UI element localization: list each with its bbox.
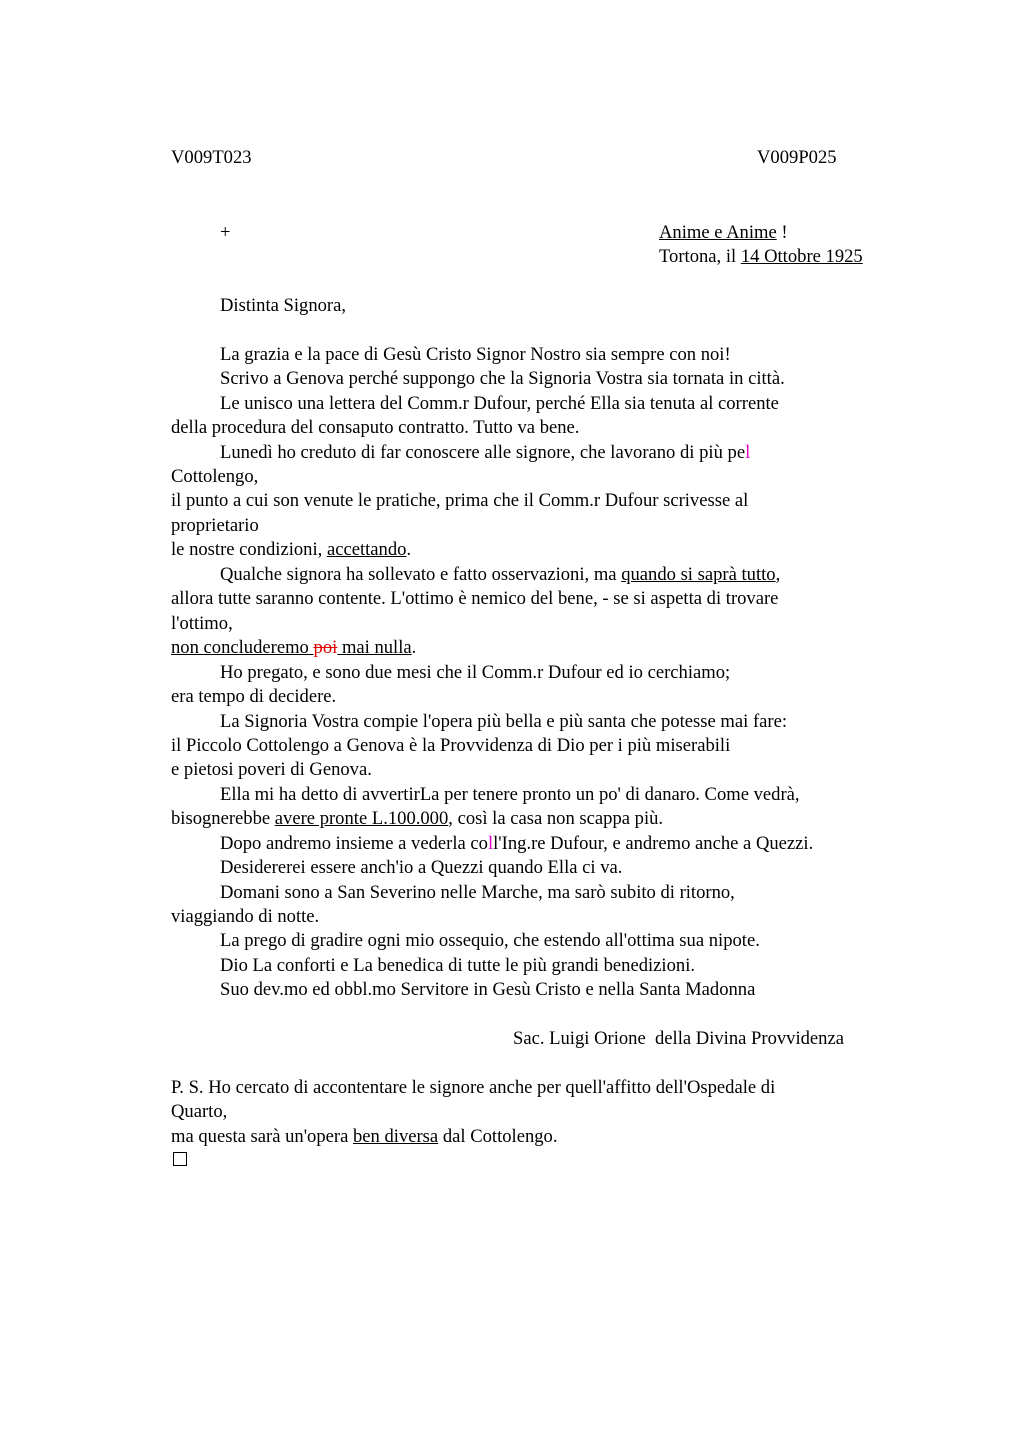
body-line	[220, 441, 750, 465]
salutation: Distinta Signora,	[220, 295, 347, 316]
motto	[659, 221, 788, 245]
place-prefix: Tortona, il	[659, 246, 741, 267]
body-line: Domani sono a San Severino nelle Marche, ma sarò subito di ritorno,	[220, 882, 735, 903]
motto-tail: !	[776, 222, 788, 243]
body-line: Suo dev.mo ed obbl.mo Servitore in Gesù Cristo e nella Santa Madonna	[220, 979, 756, 1000]
body-text: l'Ing.re Dufour, e andremo anche a Quezzi.	[493, 833, 814, 854]
body-line: e pietosi poveri di Genova.	[171, 759, 372, 780]
body-text: Qualche signora ha sollevato e fatto osservazioni, ma	[220, 564, 622, 585]
body-line: allora tutte saranno contente. L'ottimo è nemico del bene, - se si aspetta di trovare	[171, 588, 779, 609]
inserted-letter: l	[745, 442, 751, 463]
document-code-left: V009T023	[171, 147, 252, 168]
body-line: Dio La conforti e La benedica di tutte le più grandi benedizioni.	[220, 955, 696, 976]
body-text: dal Cottolengo.	[438, 1126, 558, 1147]
body-line: proprietario	[171, 515, 259, 536]
body-text: .	[411, 637, 417, 658]
body-line: viaggiando di notte.	[171, 906, 320, 927]
body-line	[220, 832, 813, 856]
postscript-line: P. S. Ho cercato di accontentare le signore anche per quell'affitto dell'Ospedale di	[171, 1077, 776, 1098]
underlined-text: mai nulla	[341, 637, 412, 658]
body-line: La prego di gradire ogni mio ossequio, che estendo all'ottima sua nipote.	[220, 930, 760, 951]
document-code-right: V009P025	[757, 147, 837, 168]
body-line: La grazia e la pace di Gesù Cristo Signor Nostro sia sempre con noi!	[220, 344, 731, 365]
body-line: Desidererei essere anch'io a Quezzi quando Ella ci va.	[220, 857, 623, 878]
postscript-line: Quarto,	[171, 1101, 228, 1122]
underlined-text: non concluderemo	[171, 637, 309, 658]
place-date	[659, 245, 863, 269]
body-line: Le unisco una lettera del Comm.r Dufour, perché Ella sia tenuta al corrente	[220, 393, 779, 414]
underlined-text: ben diversa	[352, 1126, 439, 1147]
body-text: le nostre condizioni,	[171, 539, 327, 560]
struck-word: poi	[313, 637, 338, 658]
body-line	[171, 807, 663, 831]
body-line: era tempo di decidere.	[171, 686, 337, 707]
body-line: il punto a cui son venute le pratiche, prima che il Comm.r Dufour scrivesse al	[171, 490, 749, 511]
cross-symbol: +	[220, 222, 231, 243]
postscript-line	[171, 1125, 558, 1149]
body-line: Cottolengo,	[171, 466, 259, 487]
underlined-text: accettando	[326, 539, 407, 560]
body-text: , così la casa non scappa più.	[448, 808, 664, 829]
inserted-letter: l	[487, 833, 494, 854]
date: 14 Ottobre 1925	[740, 246, 863, 267]
underlined-text: quando si saprà tutto	[621, 564, 776, 585]
body-line	[220, 563, 780, 587]
body-line: Ho pregato, e sono due mesi che il Comm.r Dufour ed io cerchiamo;	[220, 662, 731, 683]
body-line: l'ottimo,	[171, 613, 233, 634]
end-box-icon	[173, 1152, 187, 1166]
signature: Sac. Luigi Orione della Divina Provvidenza	[513, 1028, 844, 1049]
body-line: La Signoria Vostra compie l'opera più bella e più santa che potesse mai fare:	[220, 711, 788, 732]
underlined-text: avere pronte L.100.000	[274, 808, 449, 829]
body-line: della procedura del consaputo contratto. Tutto va bene.	[171, 417, 580, 438]
body-line: Ella mi ha detto di avvertirLa per tenere pronto un po' di danaro. Come vedrà,	[220, 784, 800, 805]
body-text: ,	[775, 564, 781, 585]
body-line	[171, 636, 416, 660]
body-line: il Piccolo Cottolengo a Genova è la Provvidenza di Dio per i più miserabili	[171, 735, 731, 756]
body-text: .	[406, 539, 412, 560]
body-text: bisognerebbe	[171, 808, 275, 829]
body-text: Dopo andremo insieme a vederla co	[220, 833, 488, 854]
motto-underlined: Anime e Anime	[659, 222, 777, 243]
body-line: Scrivo a Genova perché suppongo che la Signoria Vostra sia tornata in città.	[220, 368, 785, 389]
body-line	[171, 538, 411, 562]
body-text: Lunedì ho creduto di far conoscere alle signore, che lavorano di più pe	[220, 442, 746, 463]
body-text: ma questa sarà un'opera	[171, 1126, 353, 1147]
